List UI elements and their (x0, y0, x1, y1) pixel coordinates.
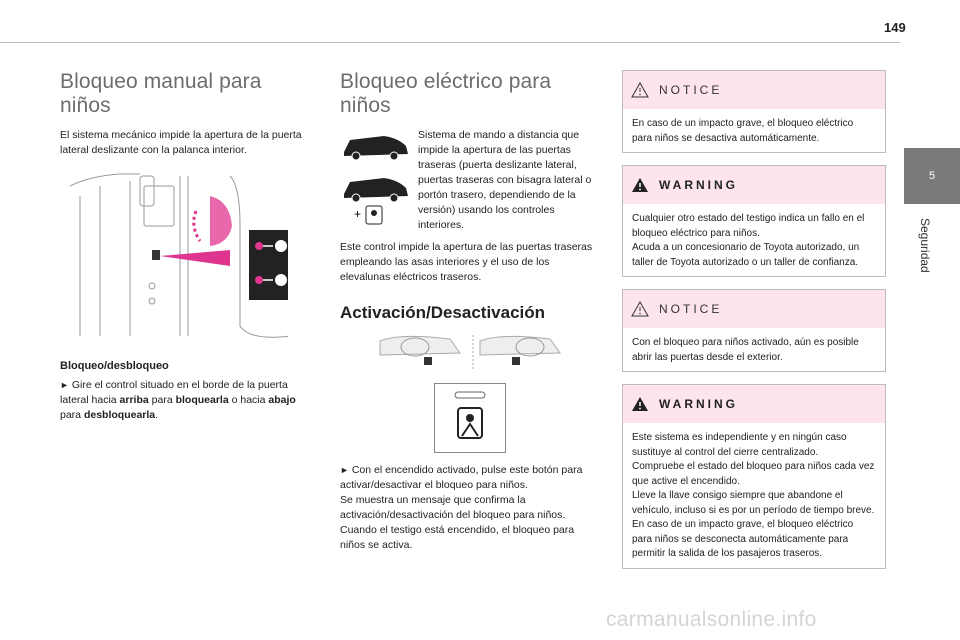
manual-lock-step: ► Gire el control situado en el borde de la puerta lateral hacia arriba para bloquearla o hacia abajo para desbloquearla. (60, 379, 296, 421)
notices-column (622, 70, 886, 581)
notice-title: NOTICE (659, 302, 723, 316)
vehicles-description: Sistema de mando a distancia que impide la apertura de las puertas traseras (puerta deslizante lateral, puertas traseras con bisagra lateral o portón trasero, dependiendo de la versión) usando los controles interiores. (418, 129, 592, 231)
warning-box (622, 384, 886, 569)
notice-body: En caso de un impacto grave, el bloqueo eléctrico para niños se desactiva automáticamente. (632, 118, 854, 144)
warning-box (622, 165, 886, 277)
manual-lock-section (60, 70, 310, 431)
notice-triangle-icon (631, 301, 649, 317)
warning-header (623, 166, 885, 204)
electric-lock-body: Este control impide la apertura de las puertas traseras empleando las asas interiores y el uso de los elevalunas eléctricos traseros. (340, 241, 593, 283)
warning-triangle-icon (631, 396, 649, 412)
bullet-arrow: ► (340, 465, 349, 475)
manual-lock-intro: El sistema mecánico impide la apertura de la puerta lateral deslizante con la palanca interior. (60, 129, 302, 156)
electric-lock-title: Bloqueo eléctrico para niños (340, 70, 552, 117)
electric-lock-section (340, 70, 600, 561)
chapter-tab[interactable]: 5 (904, 148, 960, 204)
page-number: 149 (884, 20, 906, 35)
notice-header (623, 290, 885, 328)
van-icons (340, 128, 412, 228)
warning-title: WARNING (659, 397, 738, 411)
child-lock-button-illustration (434, 383, 506, 453)
bullet-arrow: ► (60, 380, 69, 390)
warning-body: Cualquier otro estado del testigo indica un fallo en el bloqueo eléctrico para niños. Acuda a un concesionario de Toyota autorizado, un taller de Toyota autorizado o un taller de confianza. (632, 213, 865, 268)
notice-triangle-icon (631, 82, 649, 98)
notice-box (622, 289, 886, 372)
notice-header (623, 71, 885, 109)
chapter-label (904, 210, 960, 300)
activation-subtitle: Activación/Desactivación (340, 303, 546, 322)
svg-text:+: + (354, 207, 362, 221)
notice-title: NOTICE (659, 83, 723, 97)
warning-triangle-icon (631, 177, 649, 193)
dashboard-location-illustration (340, 333, 600, 373)
notice-box (622, 70, 886, 153)
vehicle-versions (340, 128, 600, 240)
manual-lock-title: Bloqueo manual para niños (60, 70, 262, 117)
door-lever-illustration (60, 166, 288, 346)
chapter-label-text: Seguridad (918, 218, 932, 273)
activation-step: ► Con el encendido activado, pulse este botón para activar/desactivar el bloqueo para niños. Se muestra un mensaje que confirma la activación/desactivación del bloqueo para niños. Cuando el testigo está encendido, el bloqueo para niños se activa. (340, 464, 583, 551)
watermark: carmanualsonline.info (606, 608, 817, 631)
warning-header (623, 385, 885, 423)
warning-body: Este sistema es independiente y en ningún caso sustituye al control del cierre centralizado. Compruebe el estado del bloqueo para niños cada vez que active el encendido. Lleve la llave consigo siempre que abandone el vehículo, incluso si es por un período de tiempo breve. En caso de un impacto grave, el bloqueo eléctrico para niños se desconecta automáticamente para permitir la salida de los pasajeros traseros. (632, 432, 875, 559)
lock-unlock-subtitle: Bloqueo/desbloqueo (60, 360, 169, 372)
notice-body: Con el bloqueo para niños activado, aún es posible abrir las puertas desde el exterior. (632, 337, 859, 363)
warning-title: WARNING (659, 178, 738, 192)
top-rule (0, 42, 900, 43)
